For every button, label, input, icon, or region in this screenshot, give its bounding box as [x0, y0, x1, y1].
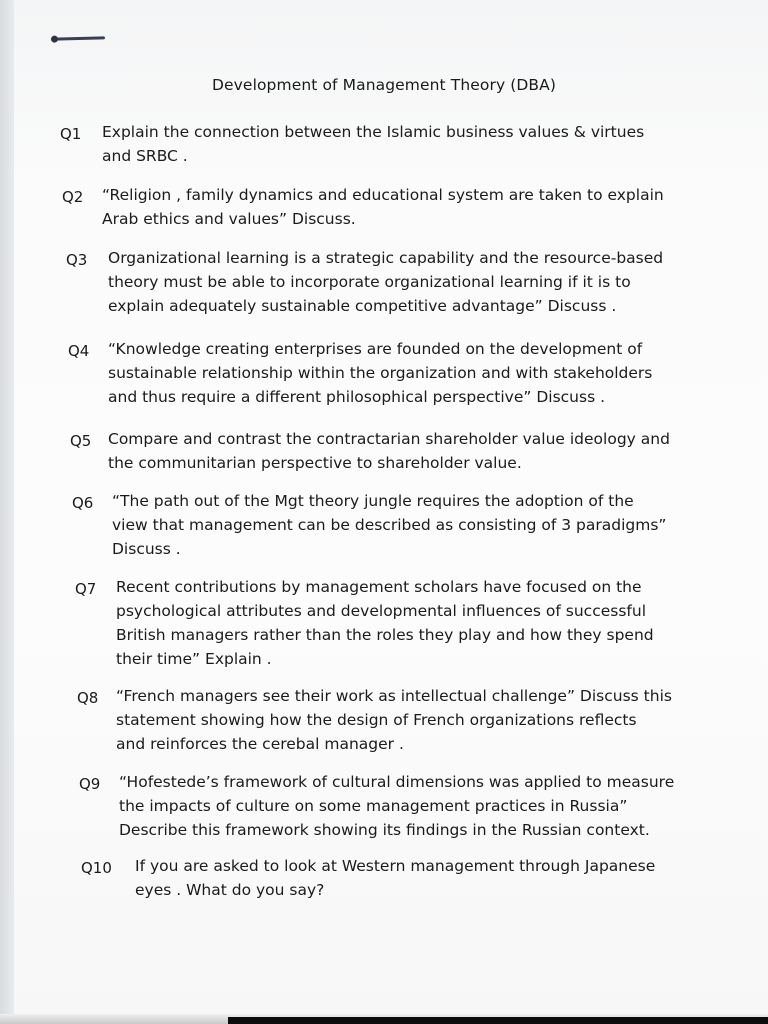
question-item-q4	[68, 337, 748, 409]
question-text: “Hofestede’s framework of cultural dimensions was applied to measure the impacts of culture on some management practices in Russia” Describe this framework showing its findings in the Russian context.	[119, 773, 675, 839]
question-number: Q1	[60, 125, 82, 143]
question-number: Q6	[72, 494, 94, 512]
question-item-q3	[66, 246, 746, 318]
question-item-q9	[79, 770, 759, 842]
question-item-q7	[75, 575, 755, 671]
question-number: Q10	[81, 859, 112, 877]
question-item-q5	[70, 427, 750, 475]
question-item-q1	[60, 120, 740, 168]
question-item-q2	[62, 183, 742, 231]
document-title: Development of Management Theory (DBA)	[211, 76, 557, 94]
question-text: “The path out of the Mgt theory jungle requires the adoption of the view that management can be described as consisting of 3 paradigms” Discuss .	[112, 492, 667, 558]
question-number: Q5	[70, 432, 92, 450]
question-text: “French managers see their work as intellectual challenge” Discuss this statement showing how the design of French organizations reflects and reinforces the cerebal manager .	[116, 687, 672, 753]
dark-surface-edge	[228, 1017, 768, 1024]
question-text: If you are asked to look at Western management through Japanese eyes . What do you say?	[135, 857, 656, 899]
question-number: Q9	[79, 775, 101, 793]
page-edge-shadow	[0, 0, 14, 1024]
question-text: Explain the connection between the Islamic business values & virtues and SRBC .	[102, 123, 645, 165]
question-item-q8	[77, 684, 757, 756]
question-text: Recent contributions by management scholars have focused on the psychological attributes and developmental influences of successful British managers rather than the roles they play and how they spend their time” Explain .	[116, 578, 654, 668]
question-item-q6	[72, 489, 752, 561]
question-item-q10	[81, 854, 761, 902]
question-text: Organizational learning is a strategic capability and the resource-based theory must be able to incorporate organizational learning if it is to explain adequately sustainable competitive advantage” Discuss .	[108, 249, 664, 315]
question-number: Q7	[75, 580, 97, 598]
question-number: Q2	[62, 188, 84, 206]
question-text: Compare and contrast the contractarian shareholder value ideology and the communitarian perspective to shareholder value.	[108, 430, 670, 472]
question-number: Q4	[68, 342, 90, 360]
question-number: Q3	[66, 251, 88, 269]
question-number: Q8	[77, 689, 99, 707]
question-text: “Religion , family dynamics and educational system are taken to explain Arab ethics and values” Discuss.	[102, 186, 664, 228]
question-text: “Knowledge creating enterprises are founded on the development of sustainable relationship within the organization and with stakeholders and thus require a different philosophical perspective” Discuss .	[108, 340, 653, 406]
